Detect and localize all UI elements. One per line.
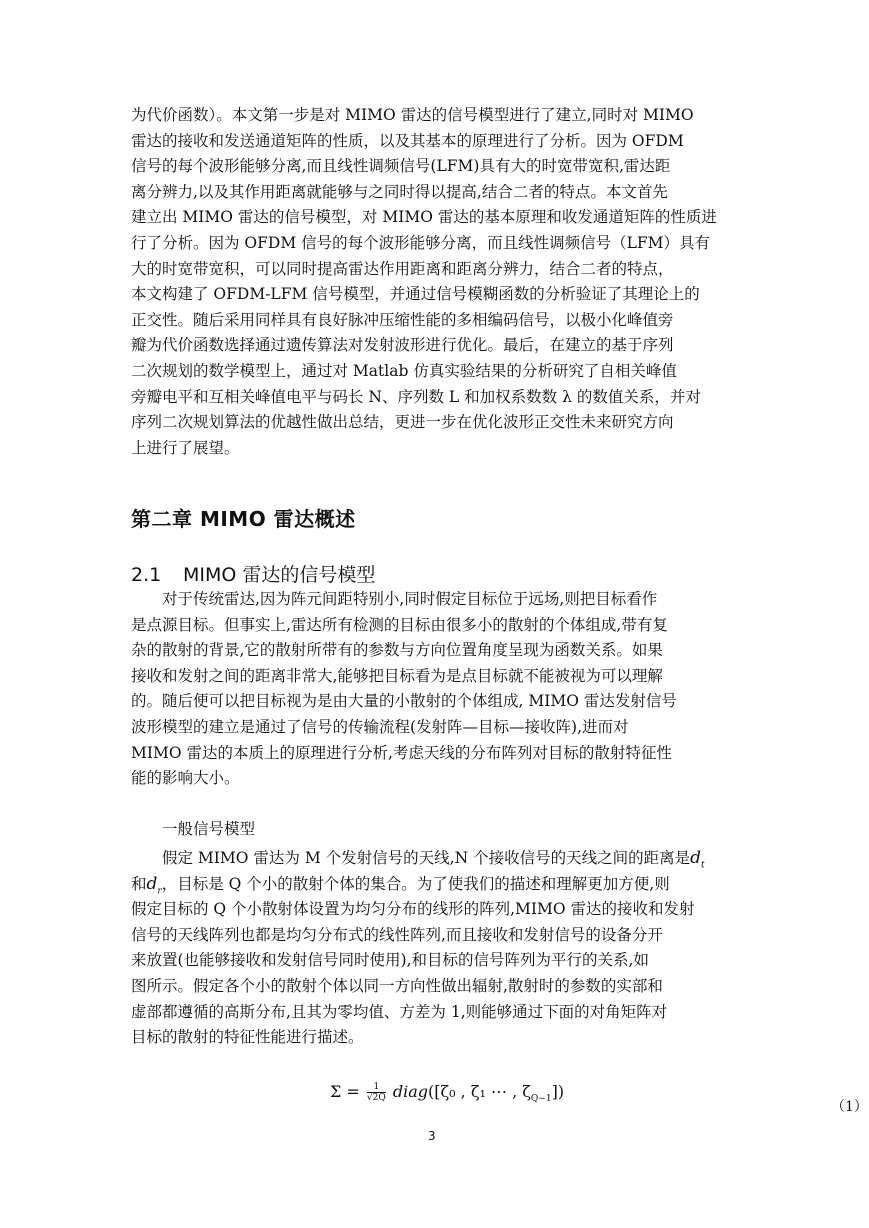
text-line: 虚部都遵循的高斯分布,且其为零均值、方差为 1,则能够通过下面的对角矩阵对	[131, 1002, 668, 1021]
text-line: 瓣为代价函数选择通过遗传算法对发射波形进行优化。最后，在建立的基于序列	[131, 336, 674, 355]
text-line: 行了分析。因为 OFDM 信号的每个波形能够分离，而且线性调频信号（LFM）具有	[131, 233, 711, 252]
text-line: 旁瓣电平和互相关峰值电平与码长 N、序列数 L 和加权系数数 λ 的数值关系，并对	[131, 387, 701, 406]
formula-fraction: $\frac{1}{√2Q}$	[366, 1082, 386, 1103]
formula-fn: diag	[392, 1082, 428, 1101]
text-line: 是点源目标。但事实上,雷达所有检测的目标由很多小的散射的个体组成,带有复	[131, 615, 668, 634]
text-line: 二次规划的数学模型上，通过对 Matlab 仿真实验结果的分析研究了自相关峰值	[131, 361, 677, 380]
intro-paragraph	[131, 103, 755, 461]
text-line: 杂的散射的背景,它的散射所带有的参数与方向位置角度呈现为函数关系。如果	[131, 641, 663, 660]
text-line: 的。随后便可以把目标视为是由大量的小散射的个体组成, MIMO 雷达发射信号	[131, 692, 677, 711]
text-line: 图所示。假定各个小的散射个体以同一方向性做出辐射,散射时的参数的实部和	[131, 976, 663, 995]
text-line: 为代价函数）。本文第一步是对 MIMO 雷达的信号模型进行了建立,同时对 MIMO	[131, 106, 694, 124]
text-line: 正交性。随后采用同样具有良好脉冲压缩性能的多相编码信号，以极小化峰值旁	[131, 310, 674, 329]
text-line: 雷达的接收和发送通道矩阵的性质，以及其基本的原理进行了分析。因为 OFDM	[131, 131, 684, 150]
text-line: 波形模型的建立是通过了信号的传输流程(发射阵—目标—接收阵),进而对	[131, 717, 629, 736]
text-line: 假定目标的 Q 个小散射体设置为均匀分布的线形的阵列,MIMO 雷达的接收和发射	[131, 900, 695, 919]
section-paragraph	[131, 587, 755, 792]
section-title: MIMO 雷达的信号模型	[183, 564, 376, 586]
text-line: 上进行了展望。	[131, 438, 240, 457]
text-line: 序列二次规划算法的优越性做出总结，更进一步在优化波形正交性未来研究方向	[131, 413, 674, 432]
text-line: 对于传统雷达,因为阵元间距特别小,同时假定目标位于远场,则把目标看作	[162, 590, 658, 608]
model-paragraph	[131, 846, 755, 1051]
equation-1	[330, 1082, 564, 1104]
model-line-2: 和$d_r$，目标是 Q 个小的散射个体的集合。为了使我们的描述和理解更加方便,则	[131, 873, 670, 896]
text-line: 大的时宽带宽积，可以同时提高雷达作用距离和距离分辨力，结合二者的特点，	[131, 259, 674, 278]
dt-symbol: $d_t$	[690, 848, 705, 871]
text-line: 能的影响大小。	[131, 769, 240, 788]
text-line: 离分辨力,以及其作用距离就能够与之同时得以提高,结合二者的特点。本文首先	[131, 182, 668, 201]
text-line: 来放置(也能够接收和发射信号同时使用),和目标的信号阵列为平行的关系,如	[131, 951, 649, 970]
dr-symbol: $d_r$	[146, 873, 162, 896]
text-line: 建立出 MIMO 雷达的信号模型，对 MIMO 雷达的基本原理和收发通道矩阵的性质进	[131, 208, 717, 227]
section-number: 2.1	[131, 564, 162, 586]
subheading: 一般信号模型	[162, 820, 256, 838]
formula-sub: Q−1	[530, 1094, 552, 1105]
text-line: 接收和发射之间的距离非常大,能够把目标看为是点目标就不能被视为可以理解	[131, 666, 663, 685]
section-heading	[131, 560, 375, 587]
text-line: 目标的散射的特征性能进行描述。	[131, 1028, 364, 1047]
text-line: 信号的每个波形能够分离,而且线性调频信号(LFM)具有大的时宽带宽积,雷达距	[131, 157, 671, 176]
chapter-title: 第二章 MIMO 雷达概述	[131, 507, 356, 531]
text-line: MIMO 雷达的本质上的原理进行分析,考虑天线的分布阵列对目标的散射特征性	[131, 743, 672, 762]
equation-number: （1）	[831, 1099, 868, 1115]
model-line-1: 假定 MIMO 雷达为 M 个发射信号的天线,N 个接收信号的天线之间的距离是$d_t$	[162, 848, 705, 871]
text-line: 信号的天线阵列也都是均匀分布式的线性阵列,而且接收和发射信号的设备分开	[131, 925, 663, 944]
formula-lhs: Σ =	[330, 1082, 360, 1101]
formula-close: ])	[551, 1082, 565, 1101]
formula-args: ([ζ₀ , ζ₁ ⋯ , ζ	[427, 1082, 531, 1101]
model-lines	[131, 897, 755, 1051]
page-number: 3	[428, 1129, 436, 1143]
text-line: 本文构建了 OFDM-LFM 信号模型，并通过信号模糊函数的分析验证了其理论上的	[131, 285, 700, 304]
